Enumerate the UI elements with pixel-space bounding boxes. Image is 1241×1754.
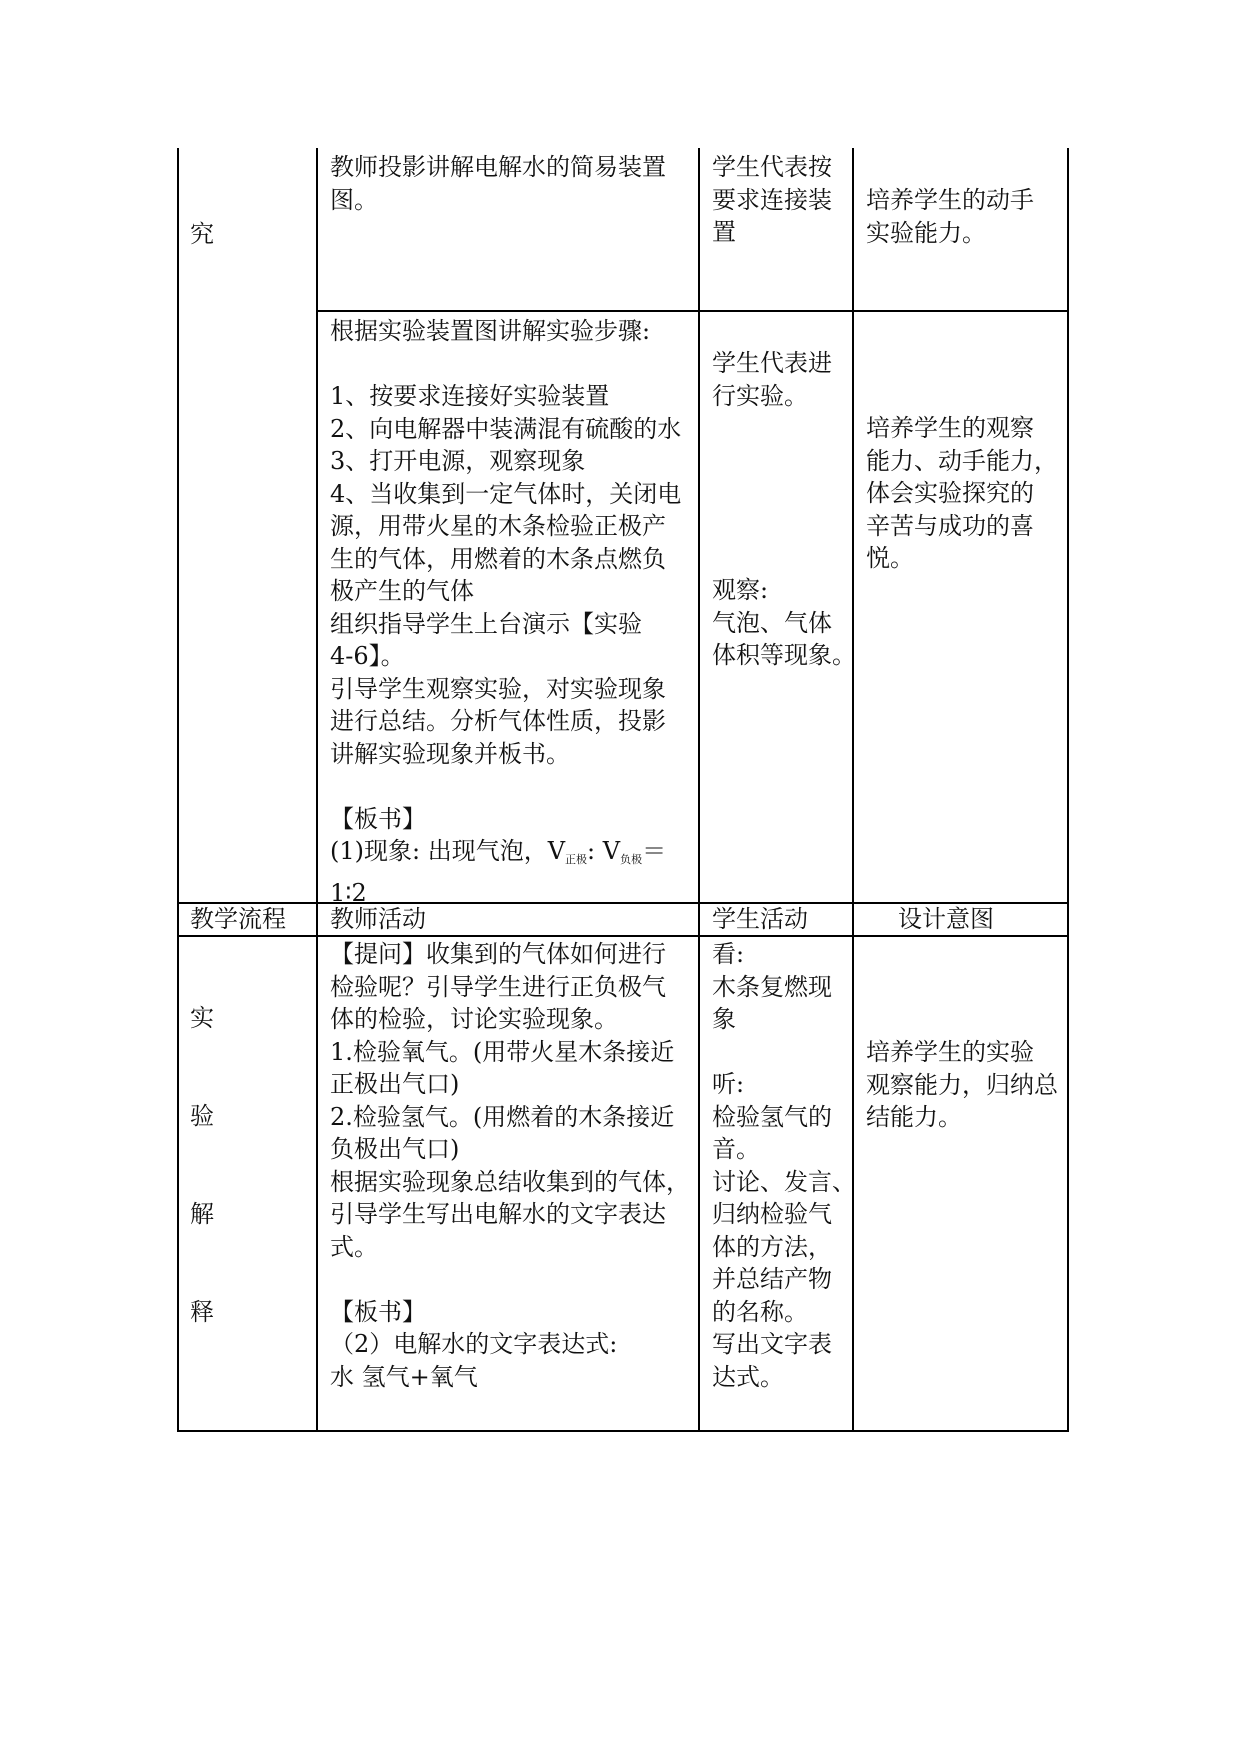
row1-student-activity xyxy=(712,151,832,249)
col-divider-1 xyxy=(316,148,318,1432)
col-divider-2 xyxy=(698,148,700,1432)
text-line: 体积等现象。 xyxy=(712,641,856,669)
text-line: 体会实验探究的 xyxy=(866,479,1034,507)
step-line: 4、当收集到一定气体时，关闭电 xyxy=(330,479,682,508)
text-line: 观察: xyxy=(712,576,769,604)
text-line: 学生代表按 xyxy=(712,153,832,181)
step-line: 源，用带火星的木条检验正极产 xyxy=(330,512,666,540)
stage-label-char: 解 xyxy=(190,1200,214,1228)
step-line: 组织指导学生上台演示【实验 xyxy=(330,609,642,638)
step-line: 4-6】。 xyxy=(330,642,405,670)
text-line: 图。 xyxy=(330,185,378,214)
text-line: 音。 xyxy=(712,1135,760,1163)
step-line: 2、向电解器中装满混有硫酸的水 xyxy=(330,414,682,443)
subscript-positive: 正极 xyxy=(565,853,588,866)
row2-student-activity-bottom xyxy=(712,574,856,672)
text-line: 检验氢气的 xyxy=(712,1102,832,1131)
board-title: 【板书】 xyxy=(330,804,426,833)
text-line: 看: xyxy=(712,940,745,968)
step-line: 3、打开电源，观察现象 xyxy=(330,447,586,475)
text-line: 写出文字表 xyxy=(712,1330,832,1358)
text-line: 讨论、发言、 xyxy=(712,1167,856,1196)
ratio-line: 1∶2 xyxy=(330,878,367,907)
text-line: 象 xyxy=(712,1005,736,1033)
text-line: 的名称。 xyxy=(712,1297,808,1326)
text-line: 培养学生的动手 xyxy=(866,186,1034,214)
text-line: 正极出气口) xyxy=(330,1070,460,1098)
stage-label-explore: 究 xyxy=(190,220,214,248)
row1-teacher-activity xyxy=(330,151,666,216)
text-line: 引导学生写出电解水的文字表达 xyxy=(330,1200,666,1228)
row1-design-intent xyxy=(866,184,1034,249)
text-line: 归纳检验气 xyxy=(712,1200,832,1228)
header-teacher-activity: 教师活动 xyxy=(330,905,426,933)
header-design-intent: 设计意图 xyxy=(898,905,994,933)
text-line: 2.检验氢气。(用燃着的木条接近 xyxy=(330,1102,675,1131)
steps-intro: 根据实验装置图讲解实验步骤: xyxy=(330,317,651,345)
subscript-negative: 负极 xyxy=(620,853,643,866)
step-line: 讲解实验现象并板书。 xyxy=(330,739,570,768)
text-line: 实验能力。 xyxy=(866,218,986,247)
text-line: 检验呢？引导学生进行正负极气 xyxy=(330,972,666,1001)
row2-student-activity-top xyxy=(712,347,832,412)
text-line: 学生代表进 xyxy=(712,349,832,377)
text-line: 并总结产物 xyxy=(712,1265,832,1293)
step-line: 进行总结。分析气体性质，投影 xyxy=(330,707,666,735)
text-line: 体的检验，讨论实验现象。 xyxy=(330,1005,618,1033)
text-line: 式。 xyxy=(330,1232,378,1261)
text-line: 置 xyxy=(712,218,736,246)
text-line: 体的方法， xyxy=(712,1232,832,1261)
text-line: 辛苦与成功的喜 xyxy=(866,511,1034,540)
stage-label-char: 实 xyxy=(190,1004,214,1032)
text-line: 要求连接装 xyxy=(712,185,832,214)
table-border-right xyxy=(1067,148,1069,1432)
text-line: 培养学生的观察 xyxy=(866,414,1034,442)
text-line: 根据实验现象总结收集到的气体， xyxy=(330,1167,690,1196)
step-line: 1、按要求连接好实验装置 xyxy=(330,382,610,410)
text-line: 能力、动手能力， xyxy=(866,446,1058,475)
text-line: 【提问】收集到的气体如何进行 xyxy=(330,940,666,968)
table-border-bottom xyxy=(177,1430,1069,1432)
header-student-activity: 学生活动 xyxy=(712,905,808,933)
row3-teacher-activity xyxy=(330,938,690,1393)
text-line: 1.检验氧气。(用带火星木条接近 xyxy=(330,1037,675,1066)
row2-design-intent xyxy=(866,412,1058,575)
header-teaching-flow: 教学流程 xyxy=(190,905,286,933)
text-line: 教师投影讲解电解水的简易装置 xyxy=(330,153,666,181)
step-line: 生的气体，用燃着的木条点燃负 xyxy=(330,544,666,573)
stage-label-char: 验 xyxy=(190,1102,214,1130)
board-title: 【板书】 xyxy=(330,1297,426,1326)
stage-label-char: 释 xyxy=(190,1298,214,1326)
board-line: 水 氢气+氧气 xyxy=(330,1362,478,1391)
row2-teacher-activity xyxy=(330,315,681,909)
board-line: （2）电解水的文字表达式: xyxy=(330,1330,618,1358)
text-line: 木条复燃现 xyxy=(712,972,832,1001)
text-line: 听: xyxy=(712,1070,745,1098)
text-line: 悦。 xyxy=(866,544,914,572)
row-divider-1 xyxy=(316,310,1069,312)
text-line: 行实验。 xyxy=(712,381,808,410)
step-line: 引导学生观察实验，对实验现象 xyxy=(330,674,666,703)
text-line: 负极出气口) xyxy=(330,1135,460,1163)
row3-student-activity xyxy=(712,938,856,1393)
table-border-left xyxy=(177,148,179,1432)
row3-design-intent xyxy=(866,1036,1058,1134)
text-line: 气泡、气体 xyxy=(712,608,832,637)
text-line: 培养学生的实验 xyxy=(866,1038,1034,1066)
text-line: 结能力。 xyxy=(866,1103,962,1131)
step-line: 极产生的气体 xyxy=(330,577,474,605)
text-line: 达式。 xyxy=(712,1362,784,1391)
phenomenon-line: (1)现象: 出现气泡，$V_{正极}$: $V_{负极}=$ xyxy=(330,837,667,866)
text-line: 观察能力，归纳总 xyxy=(866,1070,1058,1099)
